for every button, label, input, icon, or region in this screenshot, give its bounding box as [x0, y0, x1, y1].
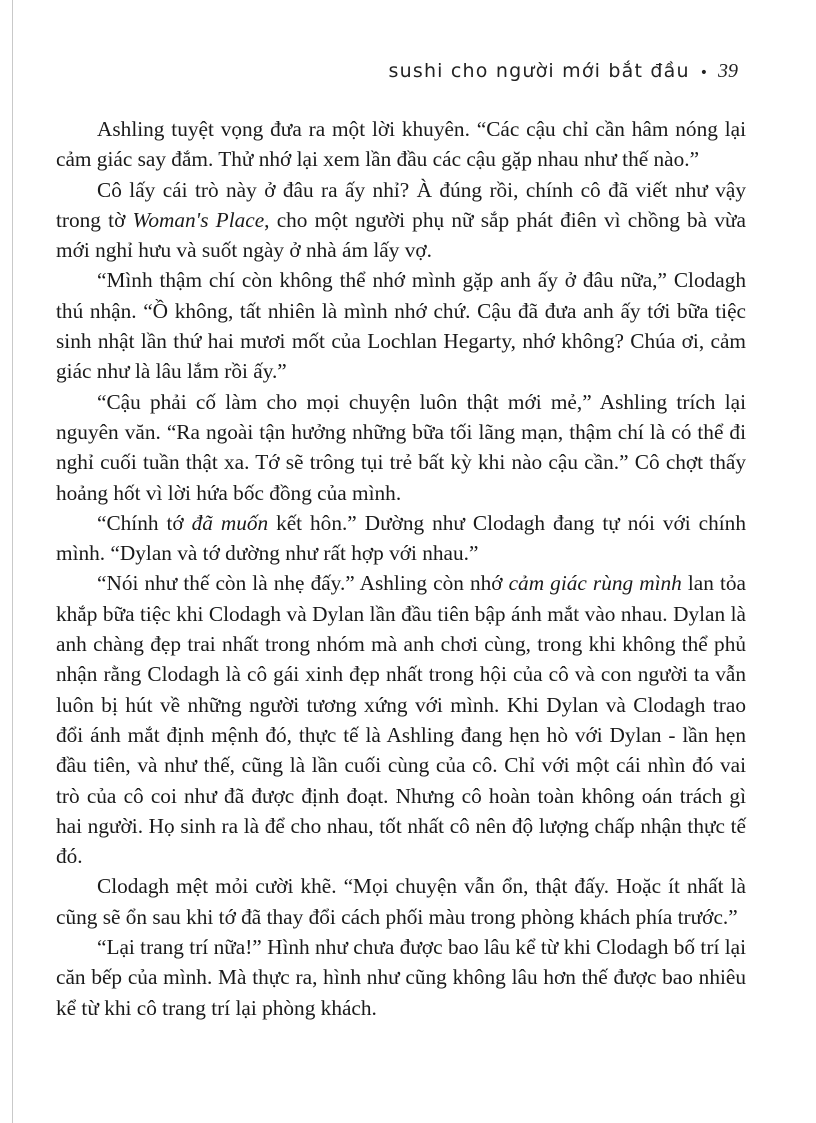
paragraph: [56, 265, 746, 386]
paragraph: [56, 508, 746, 569]
text-run: , cho một người phụ nữ sắp phát điên vì chồng bà vừa mới nghỉ hưu và suốt ngày ở nhà ám lấy vợ.: [56, 207, 746, 263]
text-run: Clodagh mệt mỏi cười khẽ. “Mọi chuyện vẫn ổn, thật đấy. Hoặc ít nhất là cũng sẽ ổn sau khi tớ đã thay đổi cách phối màu trong phòng khách phía trước.”: [56, 874, 746, 929]
text-run: “Cậu phải cố làm cho mọi chuyện luôn thật mới mẻ,” Ashling trích lại nguyên văn. “Ra ngoài tận hưởng những bữa tối lãng mạn, thậm chí là có thể đi nghỉ cuối tuần thật xa. Tớ sẽ trông tụi trẻ bất kỳ khi nào cậu cần.” Cô chợt thấy hoảng hốt vì lời hứa bốc đồng của mình.: [56, 389, 746, 505]
text-run: “Chính tớ: [97, 510, 192, 535]
paragraph: [56, 568, 746, 871]
text-run: kết hôn.” Dường như Clodagh đang tự nói với chính mình. “Dylan và tớ dường như rất hợp với nhau.”: [56, 510, 746, 566]
paragraph: [56, 114, 746, 175]
page-edge-line: [12, 0, 13, 1123]
paragraph: [56, 871, 746, 932]
italic-run: Woman's Place: [132, 207, 265, 232]
text-run: “Lại trang trí nữa!” Hình như chưa được bao lâu kể từ khi Clodagh bố trí lại căn bếp của mình. Mà thực ra, hình như cũng không lâu hơn thế được bao nhiêu kể từ khi cô trang trí lại phòng khách.: [56, 935, 746, 1020]
text-run: “Mình thậm chí còn không thể nhớ mình gặp anh ấy ở đâu nữa,” Clodagh thú nhận. “Ồ không, tất nhiên là mình nhớ chứ. Cậu đã đưa anh ấy tới bữa tiệc sinh nhật lần thứ hai mươi mốt của Lochlan Hegarty, nhớ không? Chúa ơi, cảm giác như là lâu lắm rồi ấy.”: [56, 268, 746, 384]
book-title: sushi cho người mới bắt đầu: [388, 60, 690, 82]
header-separator: •: [699, 65, 708, 81]
paragraph: [56, 932, 746, 1023]
text-run: “Nói như thế còn là nhẹ đấy.” Ashling còn nhớ: [97, 571, 509, 596]
page-number: 39: [718, 60, 738, 82]
running-header: [389, 60, 739, 83]
paragraph: [56, 387, 746, 508]
text-run: Ashling tuyệt vọng đưa ra một lời khuyên. “Các cậu chỉ cần hâm nóng lại cảm giác say đắm. Thử nhớ lại xem lần đầu các cậu gặp nhau như thế nào.”: [56, 117, 746, 172]
text-run: Cô lấy cái trò này ở đâu ra ấy nhỉ? À đúng rồi, chính cô đã viết như vậy trong tờ: [56, 177, 746, 232]
italic-run: đã muốn: [191, 510, 269, 535]
text-run: lan tỏa khắp bữa tiệc khi Clodagh và Dylan lần đầu tiên bập ánh mắt vào nhau. Dylan là anh chàng đẹp trai nhất trong nhóm mà anh chơi cùng, trong khi không thể phủ nhận rằng Clodagh là cô gái xinh đẹp nhất trong hội của cô và con người ta vẫn luôn bị hút về những người tương xứng với mình. Khi Dylan và Clodagh trao đổi ánh mắt định mệnh đó, thực tế là Ashling đang hẹn hò với Dylan - lần hẹn đầu tiên, và như thế, cũng là lần cuối cùng của cô. Chỉ với một cái nhìn đó vai trò của cô coi như đã được định đoạt. Nhưng cô hoàn toàn không oán trách gì hai người. Họ sinh ra là để cho nhau, tốt nhất cô nên độ lượng chấp nhận thực tế đó.: [56, 571, 746, 869]
paragraph: [56, 175, 746, 266]
italic-run: cảm giác rùng mình: [508, 571, 682, 596]
body-text: [56, 114, 746, 1023]
